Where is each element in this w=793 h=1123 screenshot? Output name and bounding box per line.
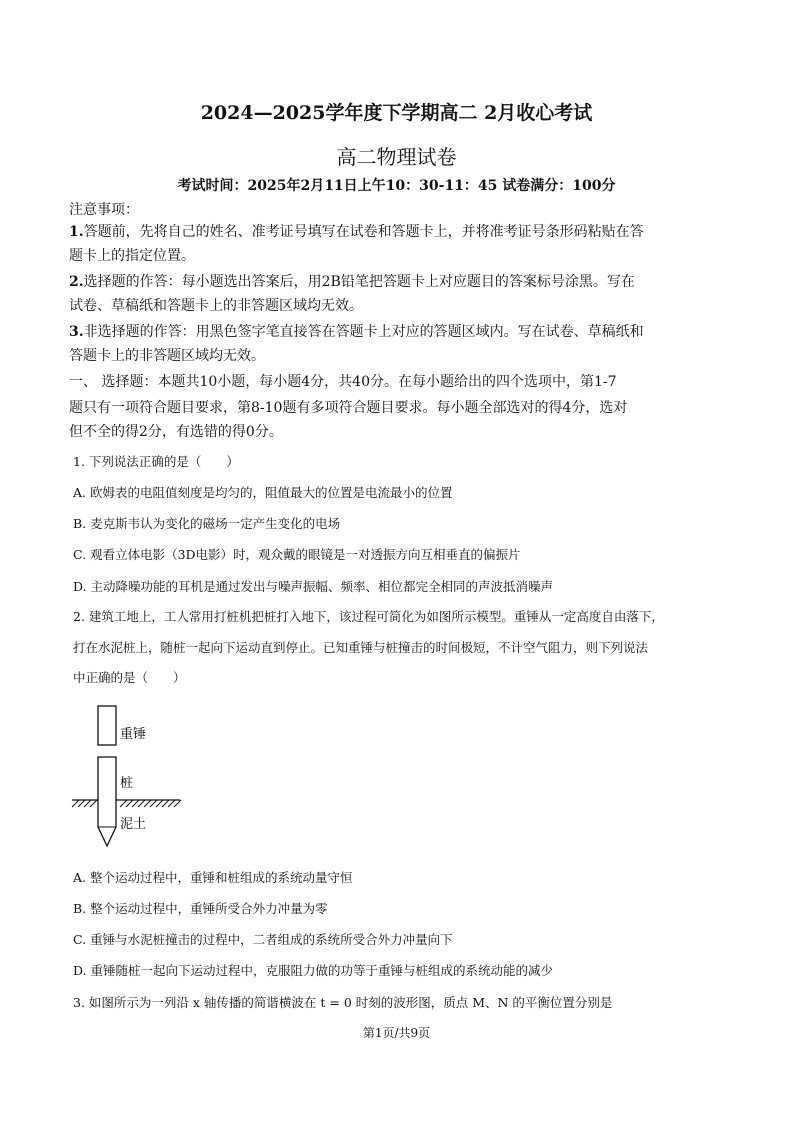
pile-driver-figure: [60, 700, 200, 850]
question-1-stem: 1. 下列说法正确的是（ ）: [73, 454, 239, 469]
page-footer: 第1页/共9页: [362, 1026, 431, 1040]
question-1-option-d: D. 主动降噪功能的耳机是通过发出与噪声振幅、频率、相位都完全相同的声波抵消噪声: [73, 579, 554, 594]
soil-label: 泥土: [120, 817, 147, 832]
note-2-line-1: 2.选择题的作答：每小题选出答案后，用2B铅笔把答题卡上对应题目的答案标号涂黑。写在: [69, 274, 635, 290]
section-line-3: 但不全的得2分，有选错的得0分。: [69, 424, 283, 440]
question-3-stem: 3. 如图所示为一列沿 x 轴传播的简谐横波在 t = 0 时刻的波形图，质点 M、N 的平衡位置分别是: [73, 995, 613, 1010]
pile-shape: [98, 757, 116, 846]
question-2-stem-line-1: 2. 建筑工地上，工人常用打桩机把桩打入地下，该过程可简化为如图所示模型。重锤从一定高度自由落下，: [73, 609, 664, 624]
exam-info: 考试时间：2025年2月11日上午10：30-11：45 试卷满分：100分: [177, 178, 616, 194]
section-line-2: 题只有一项符合题目要求，第8-10题有多项符合题目要求。每小题全部选对的得4分，选对: [69, 400, 628, 416]
note-2-line-2: 试卷、草稿纸和答题卡上的非答题区域均无效。: [69, 298, 363, 314]
question-1-option-a: A. 欧姆表的电阻值刻度是均匀的，阻值最大的位置是电流最小的位置: [73, 485, 453, 500]
ground-hatching: [72, 800, 181, 807]
note-3-line-2: 答题卡上的非答题区域均无效。: [69, 348, 265, 364]
question-2-option-d: D. 重锤随桩一起向下运动过程中，克服阻力做的功等于重锤与桩组成的系统动能的减少: [73, 963, 554, 978]
question-2-option-b: B. 整个运动过程中，重锤所受合外力冲量为零: [73, 901, 328, 916]
note-1-line-2: 题卡上的指定位置。: [69, 248, 195, 264]
question-2-stem-line-3: 中正确的是（ ）: [73, 670, 186, 685]
pile-label: 桩: [120, 776, 134, 791]
question-1-option-c: C. 观看立体电影（3D电影）时，观众戴的眼镜是一对透振方向互相垂直的偏振片: [73, 547, 521, 562]
notes-heading: 注意事项：: [69, 202, 139, 218]
exam-title: 2024—2025学年度下学期高二 2月收心考试: [200, 102, 593, 124]
note-1-line-1: 1.答题前，先将自己的姓名、准考证号填写在试卷和答题卡上，并将准考证号条形码粘贴在答: [69, 224, 644, 240]
note-3-line-1: 3.非选择题的作答：用黑色签字笔直接答在答题卡上对应的答题区域内。写在试卷、草稿纸和: [69, 324, 644, 340]
question-2-option-a: A. 整个运动过程中，重锤和桩组成的系统动量守恒: [73, 870, 353, 885]
section-line-1: 一、 选择题：本题共10小题，每小题4分，共40分。在每小题给出的四个选项中，第1-7: [69, 374, 617, 390]
hammer-label: 重锤: [120, 727, 147, 742]
question-2-option-c: C. 重锤与水泥桩撞击的过程中，二者组成的系统所受合外力冲量向下: [73, 932, 453, 947]
question-1-option-b: B. 麦克斯韦认为变化的磁场一定产生变化的电场: [73, 516, 341, 531]
exam-subtitle: 高二物理试卷: [336, 145, 457, 169]
hammer-rect: [98, 706, 116, 745]
question-2-stem-line-2: 打在水泥桩上，随桩一起向下运动直到停止。已知重锤与桩撞击的时间极短，不计空气阻力，则下列说法: [73, 640, 649, 655]
